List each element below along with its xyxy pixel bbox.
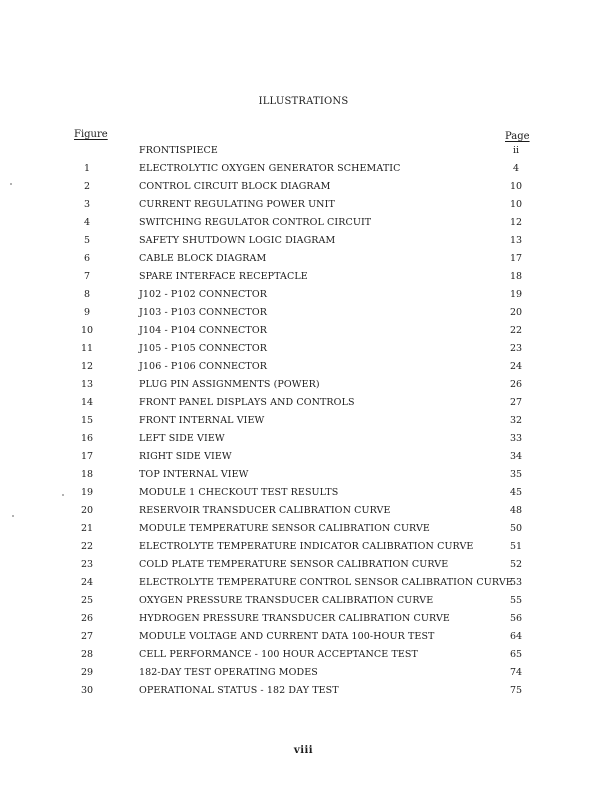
list-item <box>0 630 607 648</box>
figure-page: 48 <box>509 505 523 516</box>
list-item <box>0 558 607 576</box>
figure-title: SAFETY SHUTDOWN LOGIC DIAGRAM <box>139 235 336 246</box>
figure-title: 182-DAY TEST OPERATING MODES <box>139 667 318 678</box>
figure-number: 11 <box>80 343 94 354</box>
figure-title: ELECTROLYTE TEMPERATURE INDICATOR CALIBRATION CURVE <box>139 541 474 552</box>
list-item <box>0 432 607 450</box>
figure-title: RIGHT SIDE VIEW <box>139 451 232 462</box>
figure-title: SPARE INTERFACE RECEPTACLE <box>139 271 308 282</box>
figure-title: COLD PLATE TEMPERATURE SENSOR CALIBRATION CURVE <box>139 559 449 570</box>
list-item <box>0 144 607 162</box>
list-item <box>0 360 607 378</box>
figure-page: 34 <box>509 451 523 462</box>
figure-title: CABLE BLOCK DIAGRAM <box>139 253 267 264</box>
figure-number: 27 <box>80 631 94 642</box>
list-item <box>0 594 607 612</box>
list-item <box>0 468 607 486</box>
list-item <box>0 342 607 360</box>
figure-page: 4 <box>512 163 520 174</box>
figure-number: 24 <box>80 577 94 588</box>
figure-number: 17 <box>80 451 94 462</box>
figure-title: LEFT SIDE VIEW <box>139 433 225 444</box>
figure-page: 52 <box>509 559 523 570</box>
figure-title: SWITCHING REGULATOR CONTROL CIRCUIT <box>139 217 372 228</box>
figure-title: CONTROL CIRCUIT BLOCK DIAGRAM <box>139 181 331 192</box>
figure-number: 28 <box>80 649 94 660</box>
figure-page: 35 <box>509 469 523 480</box>
figure-number: 15 <box>80 415 94 426</box>
list-item <box>0 198 607 216</box>
scan-speck <box>12 515 14 517</box>
figure-title: J102 - P102 CONNECTOR <box>139 289 267 300</box>
figure-number: 18 <box>80 469 94 480</box>
list-item <box>0 288 607 306</box>
figure-title: OPERATIONAL STATUS - 182 DAY TEST <box>139 685 339 696</box>
figure-title: MODULE TEMPERATURE SENSOR CALIBRATION CURVE <box>139 523 430 534</box>
figure-title: CURRENT REGULATING POWER UNIT <box>139 199 335 210</box>
figure-page: 22 <box>509 325 523 336</box>
figure-column-header: Figure <box>74 129 108 140</box>
list-item <box>0 540 607 558</box>
figure-page: 10 <box>509 181 523 192</box>
list-item <box>0 270 607 288</box>
list-item <box>0 666 607 684</box>
list-item <box>0 324 607 342</box>
figure-page: ii <box>512 145 520 156</box>
figure-title: ELECTROLYTIC OXYGEN GENERATOR SCHEMATIC <box>139 163 401 174</box>
list-item <box>0 504 607 522</box>
figure-title: FRONT PANEL DISPLAYS AND CONTROLS <box>139 397 355 408</box>
figure-page: 64 <box>509 631 523 642</box>
figure-page: 32 <box>509 415 523 426</box>
figure-page: 17 <box>509 253 523 264</box>
figure-page: 65 <box>509 649 523 660</box>
list-item <box>0 162 607 180</box>
figure-number: 13 <box>80 379 94 390</box>
figure-title: MODULE VOLTAGE AND CURRENT DATA 100-HOUR TEST <box>139 631 435 642</box>
figure-page: 24 <box>509 361 523 372</box>
page-title: ILLUSTRATIONS <box>258 96 349 107</box>
page-column-header: Page <box>505 131 530 142</box>
list-item <box>0 378 607 396</box>
figure-number: 6 <box>83 253 91 264</box>
figure-number: 29 <box>80 667 94 678</box>
list-item <box>0 684 607 702</box>
list-item <box>0 576 607 594</box>
figure-number: 16 <box>80 433 94 444</box>
figure-number: 3 <box>83 199 91 210</box>
figure-title: FRONTISPIECE <box>139 145 218 156</box>
figure-title: TOP INTERNAL VIEW <box>139 469 249 480</box>
figure-title: RESERVOIR TRANSDUCER CALIBRATION CURVE <box>139 505 391 516</box>
list-item <box>0 522 607 540</box>
scan-speck <box>10 183 12 185</box>
figure-page: 13 <box>509 235 523 246</box>
figure-title: FRONT INTERNAL VIEW <box>139 415 265 426</box>
figure-number: 21 <box>80 523 94 534</box>
figure-title: J106 - P106 CONNECTOR <box>139 361 267 372</box>
figure-page: 19 <box>509 289 523 300</box>
figure-number: 2 <box>83 181 91 192</box>
figure-number: 7 <box>83 271 91 282</box>
scan-speck <box>62 494 64 496</box>
figure-number: 22 <box>80 541 94 552</box>
figure-number: 5 <box>83 235 91 246</box>
figure-title: CELL PERFORMANCE - 100 HOUR ACCEPTANCE TEST <box>139 649 418 660</box>
figure-page: 74 <box>509 667 523 678</box>
figure-title: ELECTROLYTE TEMPERATURE CONTROL SENSOR CALIBRATION CURVE <box>139 577 513 588</box>
figure-number: 26 <box>80 613 94 624</box>
figure-title: MODULE 1 CHECKOUT TEST RESULTS <box>139 487 339 498</box>
figure-page: 10 <box>509 199 523 210</box>
figure-title: OXYGEN PRESSURE TRANSDUCER CALIBRATION CURVE <box>139 595 434 606</box>
figure-number: 19 <box>80 487 94 498</box>
figure-page: 23 <box>509 343 523 354</box>
figure-number: 14 <box>80 397 94 408</box>
figure-number: 1 <box>83 163 91 174</box>
figure-number: 10 <box>80 325 94 336</box>
figure-number: 30 <box>80 685 94 696</box>
figure-number: 25 <box>80 595 94 606</box>
figure-page: 12 <box>509 217 523 228</box>
figure-page: 33 <box>509 433 523 444</box>
list-item <box>0 252 607 270</box>
figure-page: 45 <box>509 487 523 498</box>
list-item <box>0 396 607 414</box>
figure-page: 53 <box>509 577 523 588</box>
list-item <box>0 180 607 198</box>
page-number: viii <box>293 745 314 756</box>
figure-page: 18 <box>509 271 523 282</box>
list-item <box>0 450 607 468</box>
figure-title: J104 - P104 CONNECTOR <box>139 325 267 336</box>
figure-number: 23 <box>80 559 94 570</box>
list-item <box>0 414 607 432</box>
figure-title: J103 - P103 CONNECTOR <box>139 307 267 318</box>
figure-page: 50 <box>509 523 523 534</box>
figure-page: 55 <box>509 595 523 606</box>
list-item <box>0 234 607 252</box>
figure-title: HYDROGEN PRESSURE TRANSDUCER CALIBRATION CURVE <box>139 613 450 624</box>
list-item <box>0 486 607 504</box>
figure-page: 20 <box>509 307 523 318</box>
figure-number: 9 <box>83 307 91 318</box>
list-item <box>0 648 607 666</box>
figure-number: 8 <box>83 289 91 300</box>
figure-number: 12 <box>80 361 94 372</box>
figure-page: 51 <box>509 541 523 552</box>
figure-page: 27 <box>509 397 523 408</box>
figure-number: 20 <box>80 505 94 516</box>
list-item <box>0 216 607 234</box>
list-item <box>0 306 607 324</box>
figure-number: 4 <box>83 217 91 228</box>
figure-page: 75 <box>509 685 523 696</box>
illustrations-list <box>0 144 607 702</box>
list-item <box>0 612 607 630</box>
figure-page: 56 <box>509 613 523 624</box>
figure-page: 26 <box>509 379 523 390</box>
figure-title: J105 - P105 CONNECTOR <box>139 343 267 354</box>
figure-title: PLUG PIN ASSIGNMENTS (POWER) <box>139 379 320 390</box>
